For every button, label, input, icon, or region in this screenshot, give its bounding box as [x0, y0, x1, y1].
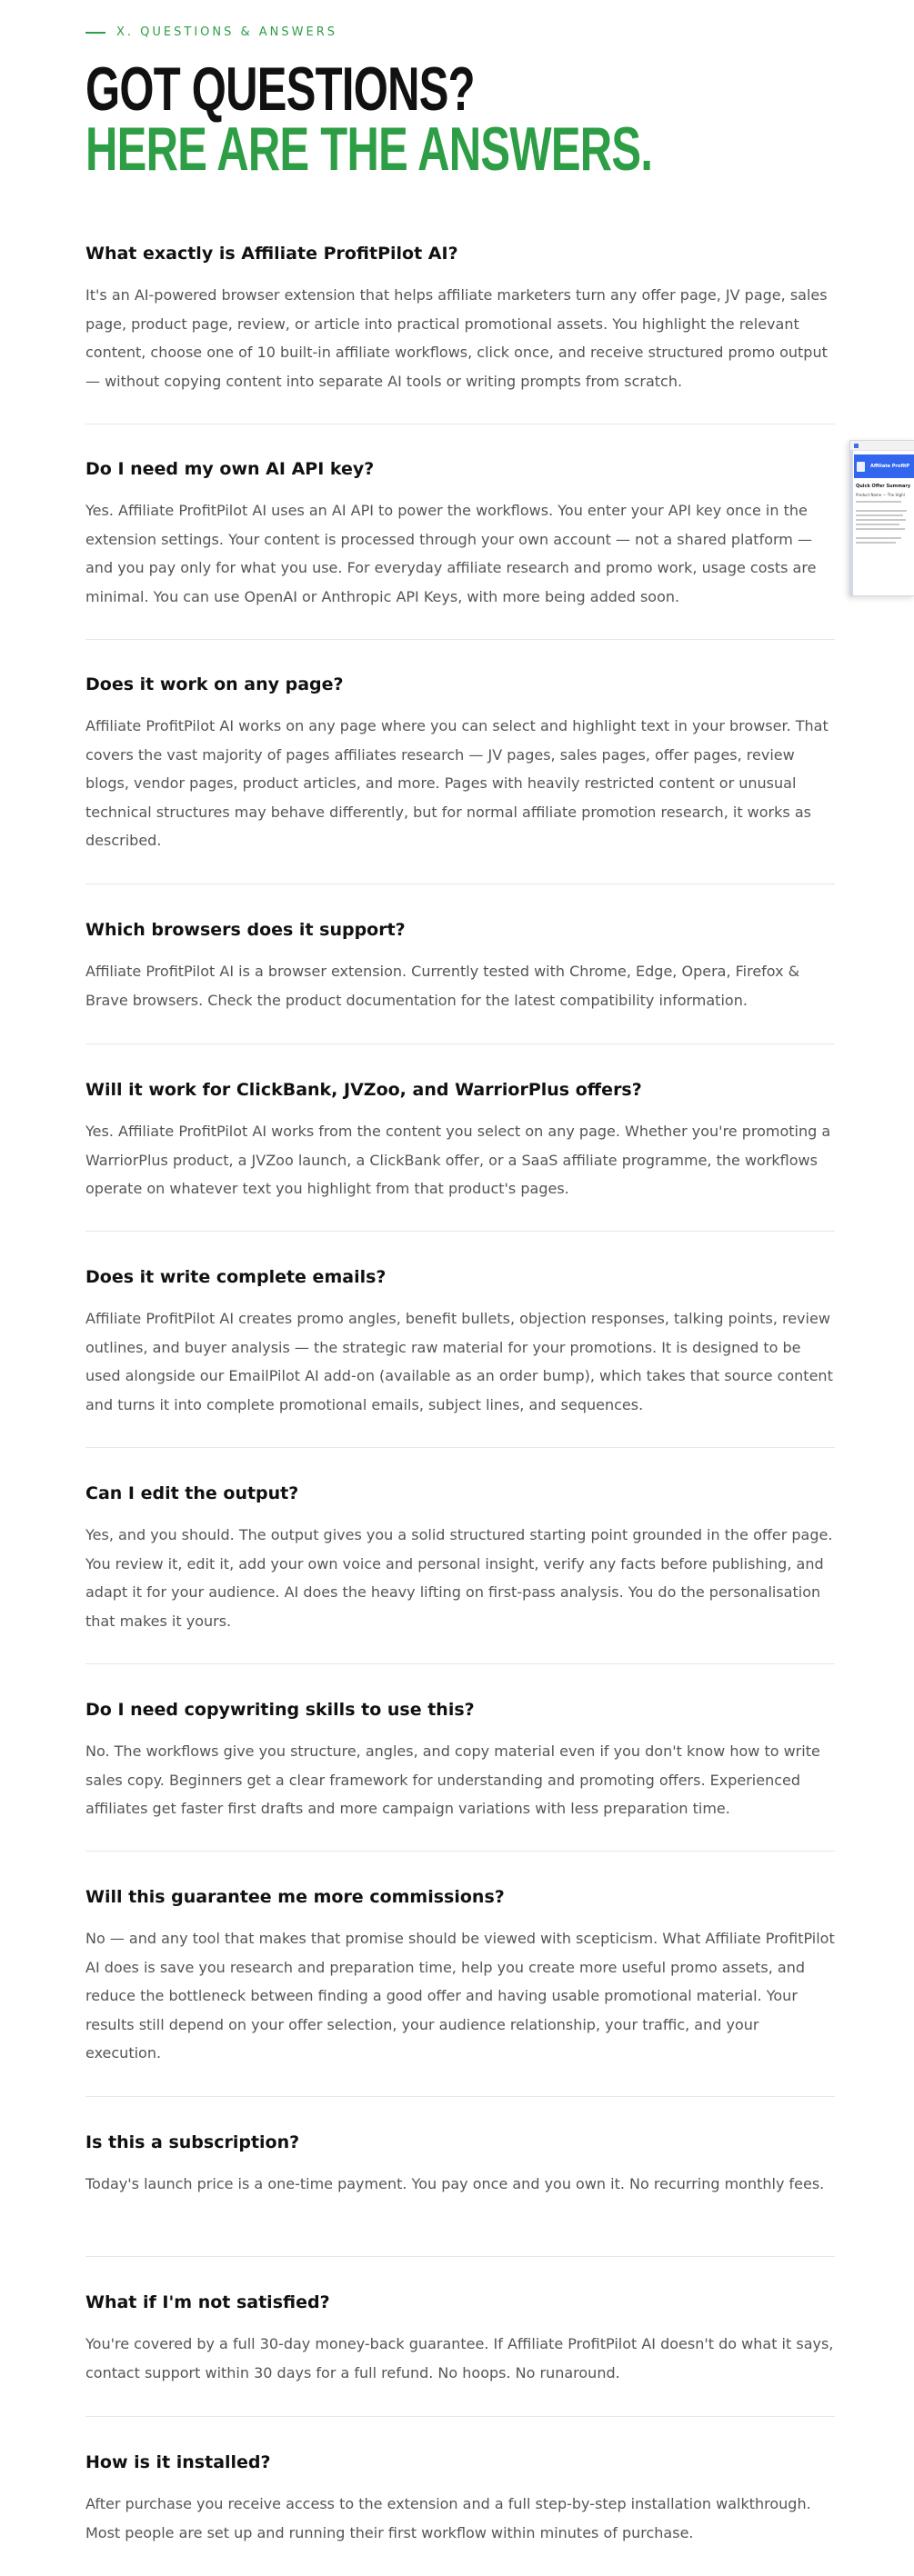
faq-answer: No. The workflows give you structure, angles, and copy material even if you don't know how to write sales copy. Beginners get a clear framework for understanding and promoting offers. Experienced affiliates get faster first drafts and more campaign variations with less preparation time. [85, 1742, 820, 1817]
faq-item [85, 1482, 835, 1635]
faq-question: Does it write complete emails? [85, 1267, 387, 1287]
preview-app-icon [854, 444, 859, 448]
faq-question: How is it installed? [85, 2452, 271, 2472]
preview-text-line [856, 524, 899, 525]
preview-subtitle: Product Name — The Highl [856, 493, 905, 497]
faq-answer: Affiliate ProfitPilot AI works on any page where you can select and highlight text in your browser. That covers the vast majority of pages affiliates research — JV pages, sales pages, offer pages, review blogs, vendor pages, product articles, and more. Pages with heavily restricted content or unusual technical structures may behave differently, but for normal affiliate promotion research, it works as described. [85, 717, 829, 849]
faq-answer: You're covered by a full 30-day money-back guarantee. If Affiliate ProfitPilot AI doesn't do what it says, contact support within 30 days for a full refund. No hoops. No runaround. [85, 2335, 834, 2381]
section-kicker [85, 25, 337, 39]
faq-divider [85, 1043, 835, 1044]
faq-item [85, 1078, 835, 1203]
faq-question: Which browsers does it support? [85, 920, 406, 940]
preview-body [850, 478, 914, 544]
faq-question: Can I edit the output? [85, 1483, 299, 1503]
faq-question: Does it work on any page? [85, 674, 344, 694]
faq-answer: Affiliate ProfitPilot AI is a browser extension. Currently tested with Chrome, Edge, Opera, Firefox & Brave browsers. Check the product documentation for the latest compatibility information. [85, 963, 800, 1009]
faq-item [85, 242, 835, 395]
faq-item [85, 1885, 835, 2068]
faq-divider [85, 1663, 835, 1664]
preview-band-label: Affiliate ProfitP [870, 464, 910, 469]
faq-item [85, 457, 835, 611]
headline-line-1: GOT QUESTIONS? [85, 55, 475, 124]
faq-question: Will it work for ClickBank, JVZoo, and WarriorPlus offers? [85, 1080, 642, 1100]
preview-text-line [856, 542, 896, 544]
faq-divider [85, 2416, 835, 2417]
preview-text-line [856, 510, 907, 512]
faq-item [85, 673, 835, 855]
preview-sidebar [850, 450, 853, 595]
faq-item [85, 2131, 835, 2199]
preview-title: Quick Offer Summary [856, 484, 911, 489]
faq-divider [85, 2256, 835, 2257]
preview-text-line [856, 537, 901, 539]
faq-item [85, 918, 835, 1014]
faq-question: Will this guarantee me more commissions? [85, 1887, 505, 1907]
faq-item [85, 1698, 835, 1823]
extension-preview-widget[interactable] [849, 440, 914, 596]
faq-divider [85, 1447, 835, 1448]
headline-line-2: HERE ARE THE ANSWERS. [85, 115, 653, 184]
faq-answer: Today's launch price is a one-time payment. You pay once and you own it. No recurring monthly fees. [85, 2175, 825, 2192]
preview-text-line [856, 514, 903, 516]
faq-item [85, 2291, 835, 2387]
faq-divider [85, 639, 835, 640]
faq-answer: Yes, and you should. The output gives you a solid structured starting point grounded in the offer page. You review it, edit it, add your own voice and personal insight, verify any facts before publishing, and adapt it for your audience. AI does the heavy lifting on first-pass analysis. You do the personalisation that makes it yours. [85, 1526, 833, 1630]
faq-question: What exactly is Affiliate ProfitPilot AI? [85, 244, 458, 264]
faq-answer: Yes. Affiliate ProfitPilot AI works from the content you select on any page. Whether you're promoting a WarriorPlus product, a JVZoo launch, a ClickBank offer, or a SaaS affiliate programme, the workflows operate on whatever text you highlight from that product's pages. [85, 1123, 831, 1197]
faq-question: Do I need my own AI API key? [85, 459, 375, 479]
preview-text-line [856, 528, 905, 530]
faq-question: Is this a subscription? [85, 2132, 300, 2152]
faq-question: Do I need copywriting skills to use this? [85, 1700, 475, 1720]
faq-answer: Affiliate ProfitPilot AI creates promo angles, benefit bullets, objection responses, talking points, review outlines, and buyer analysis — the strategic raw material for your promotions. It is designed to be used alongside our EmailPilot AI add-on (available as an order bump), which takes that source content and turns it into complete promotional emails, subject lines, and sequences. [85, 1310, 833, 1413]
preview-text-line [856, 519, 906, 521]
faq-answer: After purchase you receive access to the extension and a full step-by-step installation walkthrough. Most people are set up and running their first workflow within minutes of purchase. [85, 2495, 811, 2541]
faq-divider [85, 1851, 835, 1852]
faq-divider [85, 1231, 835, 1232]
faq-item [85, 1265, 835, 1419]
faq-answer: It's an AI-powered browser extension that helps affiliate marketers turn any offer page, JV page, sales page, product page, review, or article into practical promotional assets. You highlight the relevant content, choose one of 10 built-in affiliate workflows, click once, and receive structured promo output — without copying content into separate AI tools or writing prompts from scratch. [85, 286, 828, 390]
kicker-rule [85, 32, 105, 34]
faq-answer: No — and any tool that makes that promise should be viewed with scepticism. What Affiliate ProfitPilot AI does is save you research and preparation time, help you create more useful promo assets, and reduce the bottleneck between finding a good offer and having usable promotional material. Your results still depend on your offer selection, your audience relationship, your traffic, and your execution. [85, 1930, 835, 2062]
preview-titlebar [850, 441, 914, 451]
kicker-text: X. QUESTIONS & ANSWERS [116, 25, 337, 39]
preview-text-line [856, 501, 901, 503]
preview-header-band [854, 454, 914, 478]
faq-answer: Yes. Affiliate ProfitPilot AI uses an AI API to power the workflows. You enter your API key once in the extension settings. Your content is processed through your own account — not a shared platform — and you pay only for what you use. For everyday affiliate research and promo work, usage costs are minimal. You can use OpenAI or Anthropic API Keys, with more being added soon. [85, 502, 817, 605]
faq-item [85, 2451, 835, 2547]
document-icon [857, 462, 865, 472]
faq-divider [85, 2096, 835, 2097]
faq-question: What if I'm not satisfied? [85, 2292, 330, 2312]
